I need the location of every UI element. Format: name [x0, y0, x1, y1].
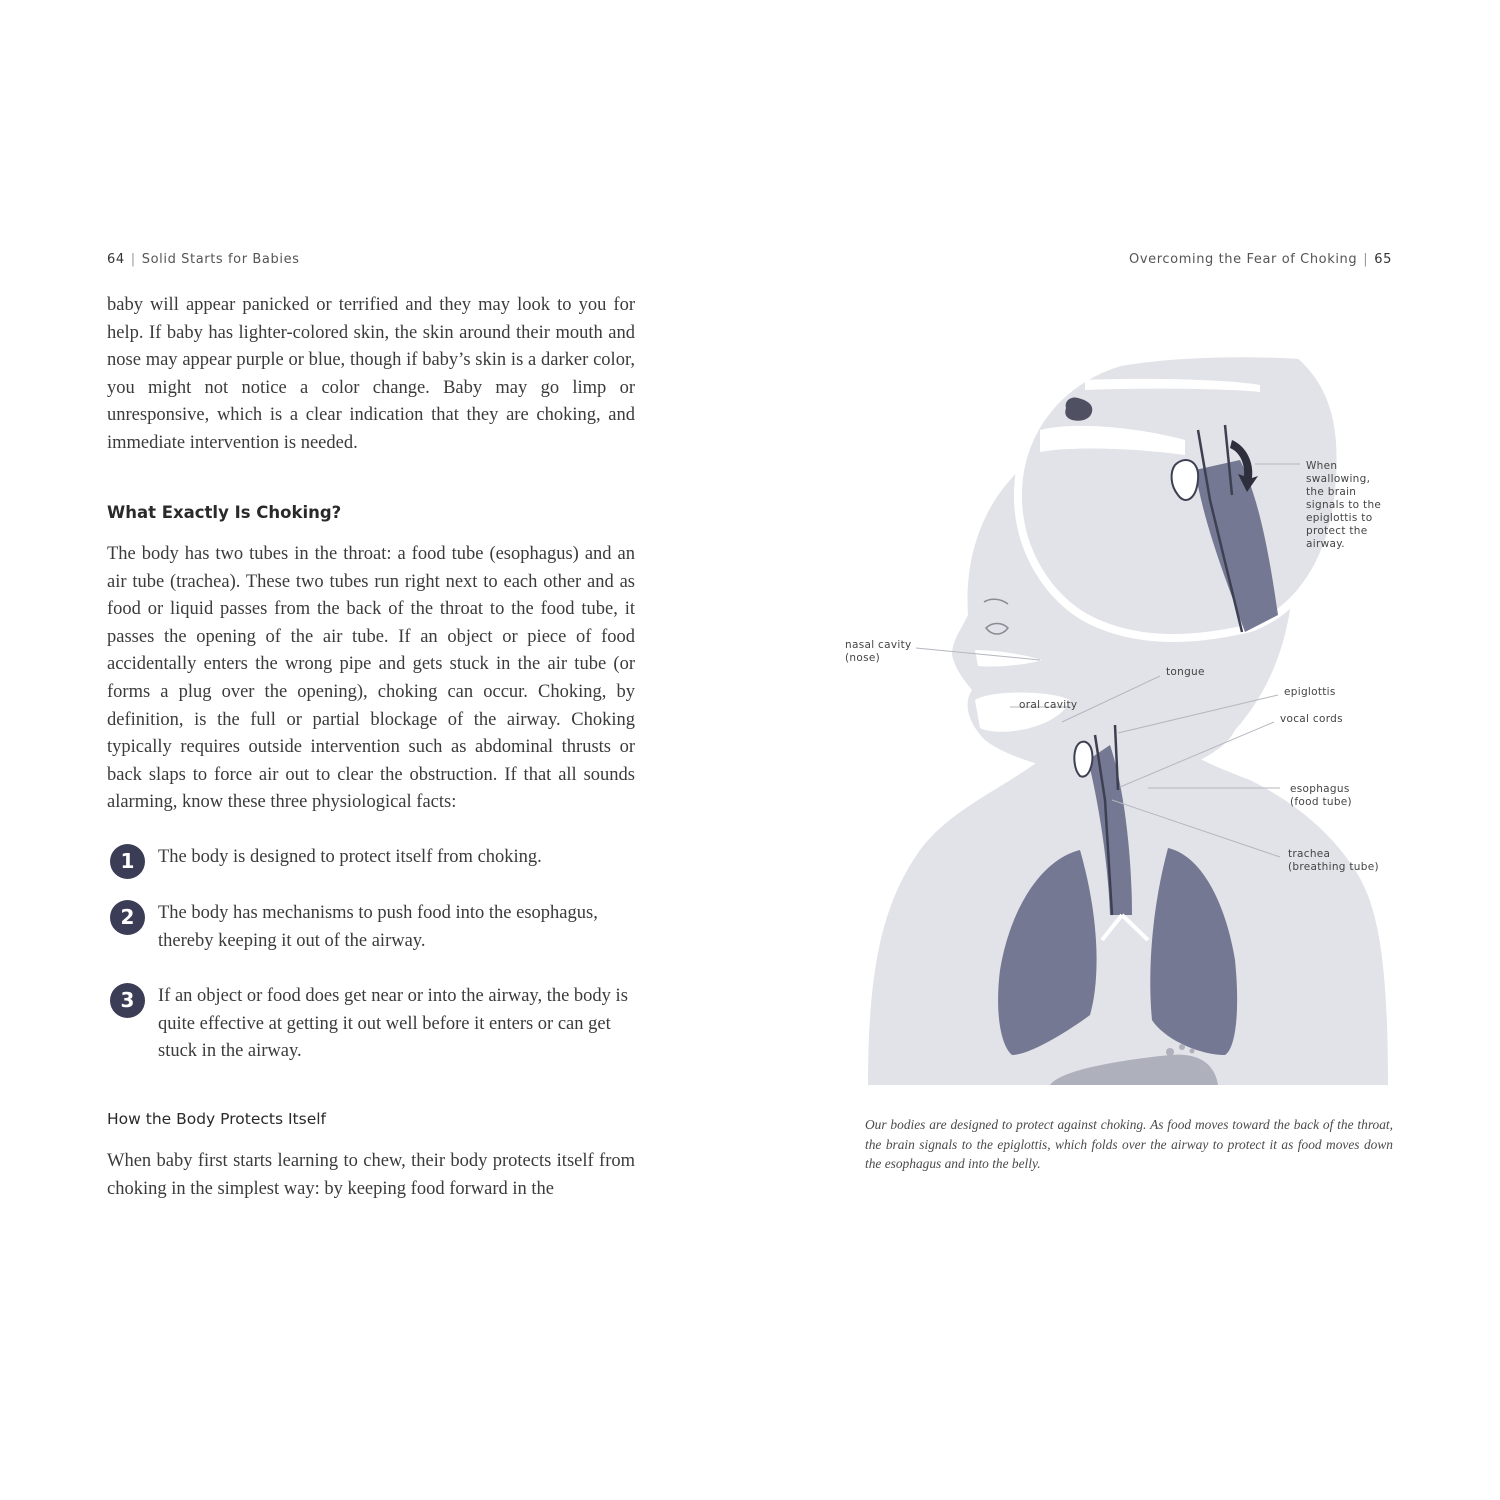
left-page-header: [107, 252, 300, 267]
intro-paragraph-block: [107, 292, 635, 458]
label-nasal-cavity: (nose): [845, 652, 881, 664]
label-swallow: swallowing,: [1306, 473, 1371, 485]
fact-text: The body is designed to protect itself from choking.: [158, 847, 542, 867]
fact-item: [107, 844, 542, 872]
book-title: Solid Starts for Babies: [141, 252, 300, 267]
right-page-number: 65: [1374, 252, 1392, 267]
closing-paragraph: When baby first starts learning to chew, their body protects itself from choking in the simplest way: by keeping food forward in the: [107, 1151, 635, 1199]
header-separator: |: [130, 252, 136, 267]
number-badge: 1: [110, 844, 145, 879]
number-badge: 3: [110, 983, 145, 1018]
subheading: How the Body Protects Itself: [107, 1110, 326, 1128]
right-page-header: [1129, 252, 1392, 267]
label-esophagus: (food tube): [1290, 796, 1352, 808]
closing-paragraph-block: [107, 1148, 635, 1203]
fact-item: [107, 983, 635, 1066]
fact-text: The body has mechanisms to push food into the esophagus, thereby keeping it out of the airway.: [158, 903, 598, 951]
label-trachea: trachea: [1288, 848, 1331, 860]
label-trachea: (breathing tube): [1288, 861, 1379, 873]
label-swallow: epiglottis to: [1306, 512, 1373, 524]
label-epiglottis: epiglottis: [1284, 686, 1336, 698]
label-esophagus: esophagus: [1290, 783, 1350, 795]
label-swallow: When: [1306, 460, 1338, 472]
section-paragraph-block: [107, 541, 635, 817]
fact-item: [107, 900, 635, 955]
fact-text: If an object or food does get near or into the airway, the body is quite effective at getting it out well before it enters or can get stuck in the airway.: [158, 986, 628, 1062]
intro-paragraph: baby will appear panicked or terrified and they may look to you for help. If baby has lighter-colored skin, the skin around their mouth and nose may appear purple or blue, though if baby’s skin is a darker color, you might not notice a color change. Baby may go limp or unresponsive, which is a clear indication that they are choking, and immediate intervention is needed.: [107, 295, 635, 453]
label-oral-cavity: oral cavity: [1019, 699, 1078, 711]
label-swallow: protect the: [1306, 525, 1368, 537]
anatomy-illustration: [840, 350, 1400, 1090]
figure-caption: Our bodies are designed to protect against choking. As food moves toward the back of the throat, the brain signals to the epiglottis, which folds over the airway to protect it as food moves down the esophagus and into the belly.: [865, 1117, 1393, 1171]
label-swallow: the brain: [1306, 486, 1357, 498]
neck-epiglottis: [1074, 742, 1092, 777]
left-page-number: 64: [107, 252, 125, 267]
section-paragraph: The body has two tubes in the throat: a food tube (esophagus) and an air tube (trachea). These two tubes run right next to each other and as food or liquid passes from the back of the throat to the food tube, it passes the opening of the air tube. If an object or piece of food accidentally enters the wrong pipe and gets stuck in the air tube (or forms a plug over the opening), choking can occur. Choking, by definition, is the full or partial blockage of the airway. Choking typically requires outside intervention such as abdominal thrusts or back slaps to force air out to clear the obstruction. If that all sounds alarming, know these three physiological facts:: [107, 544, 635, 813]
label-vocal-cords: vocal cords: [1280, 713, 1343, 725]
label-swallow: signals to the: [1306, 499, 1382, 511]
label-nasal-cavity: nasal cavity: [845, 639, 912, 651]
header-separator: |: [1363, 252, 1369, 267]
section-heading: What Exactly Is Choking?: [107, 503, 342, 522]
label-swallow: airway.: [1306, 538, 1345, 550]
number-badge: 2: [110, 900, 145, 935]
chapter-title: Overcoming the Fear of Choking: [1129, 252, 1358, 267]
label-tongue: tongue: [1166, 666, 1205, 678]
